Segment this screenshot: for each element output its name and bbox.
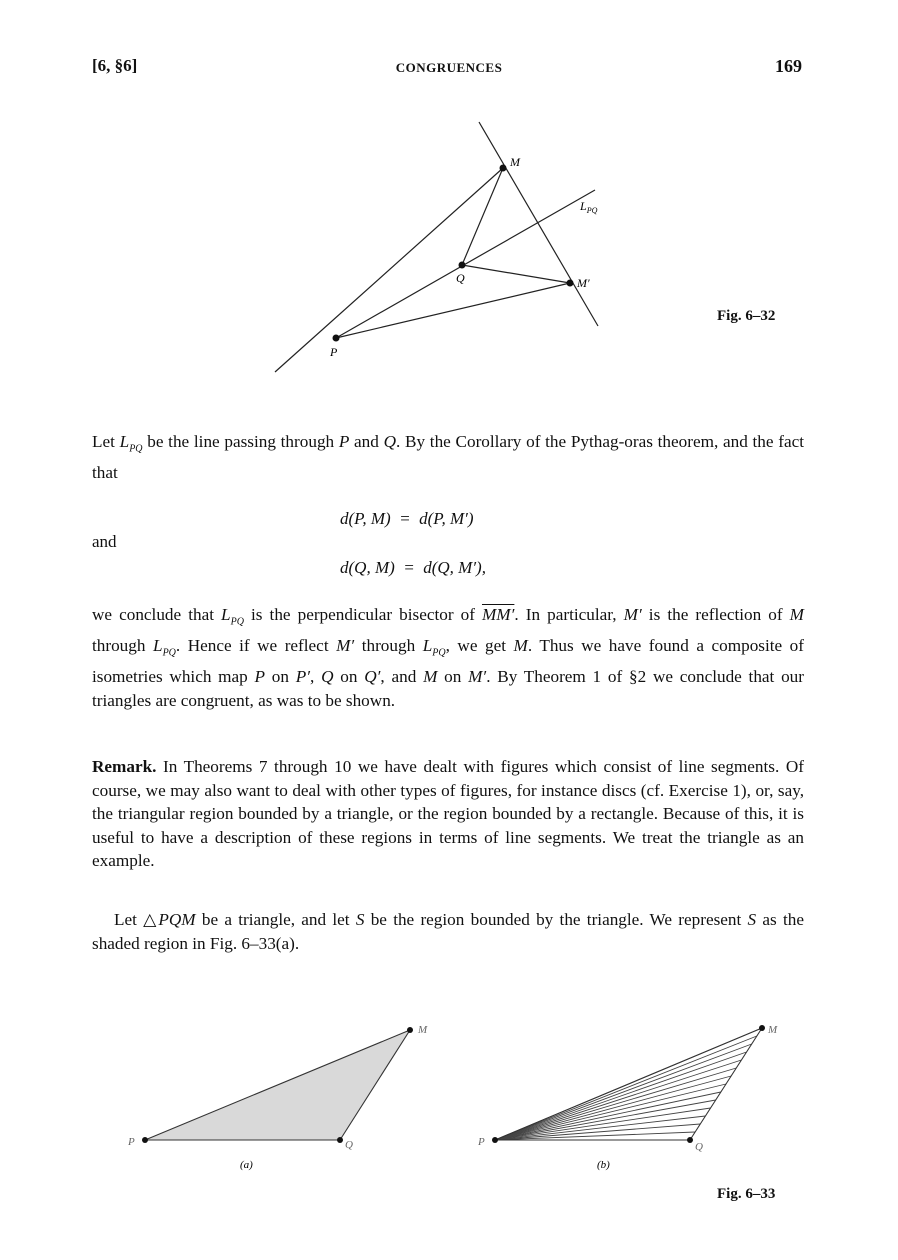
page-number: 169 <box>775 56 802 76</box>
label-q: Q <box>456 271 465 285</box>
figure-caption-6-33: Fig. 6–33 <box>717 1186 776 1202</box>
point-m-a <box>407 1027 413 1033</box>
line-pm <box>275 168 503 372</box>
remark-label: Remark. <box>92 757 157 776</box>
label-mprime: M′ <box>577 276 590 290</box>
label-p: P <box>330 345 338 359</box>
label-m-a: M <box>418 1024 428 1036</box>
line-lpq <box>336 190 595 338</box>
fan-segment <box>495 1100 716 1140</box>
figure-6-33-b <box>470 1015 800 1175</box>
subcaption-b: (b) <box>597 1159 610 1171</box>
figure-6-33-a <box>120 1015 440 1175</box>
point-q-a <box>337 1137 343 1143</box>
label-lpq-main: L <box>580 199 587 213</box>
fan-segment <box>495 1036 757 1140</box>
fan-segment <box>495 1092 721 1140</box>
point-p-b <box>492 1137 498 1143</box>
label-p-a: P <box>128 1136 135 1148</box>
figure-caption-6-32: Fig. 6–32 <box>717 308 776 324</box>
fan-segment <box>495 1060 741 1140</box>
label-q-a: Q <box>345 1139 353 1151</box>
figure-6-32 <box>270 115 620 385</box>
equation-1: d(P, M) = d(P, M′) <box>340 509 474 528</box>
label-lpq-sub: PQ <box>586 206 598 215</box>
segment-q-mprime <box>462 265 570 283</box>
paragraph-remark: Remark. In Theorems 7 through 10 we have dealt with figures which consist of line segments. Of course, we may also want to deal with other types of figures, for instance discs (cf. Exercise 1), or, say, the triangular region bounded by a triangle, or the region bounded by a rectangle. Because of this, it is useful to have a description of these regions in terms of line segments. We treat the triangle as an example. <box>92 757 804 871</box>
section-reference: [6, §6] <box>92 56 138 75</box>
line-mmprime <box>479 122 598 326</box>
equation-2: d(Q, M) = d(Q, M′), <box>340 558 486 577</box>
point-p-a <box>142 1137 148 1143</box>
segment-p-mprime <box>336 283 570 338</box>
paragraph-conclusion: we conclude that $L_{PQ}$ is the perpendicular bisector of MM′. In particular, M′ is the reflection of M through $L_{PQ}$. Hence if we reflect M′ through $L_{PQ}$, we get M. Thus we have found a composite of isometries which map P on P′, Q on Q′, and M on M′. By Theorem 1 of §2 we conclude that our triangles are congruent, as was to be shown. <box>92 605 804 710</box>
label-lpq <box>579 199 598 215</box>
point-q-b <box>687 1137 693 1143</box>
point-m-b <box>759 1025 765 1031</box>
label-m: M <box>510 155 520 169</box>
running-title: CONGRUENCES <box>395 60 503 75</box>
point-mprime <box>567 280 574 287</box>
paragraph-intro: Let $L_{PQ}$ be the line passing through P and Q. By the Corollary of the Pythag-oras theorem, and the fact that <box>92 432 804 483</box>
label-p-b: P <box>478 1136 485 1148</box>
fan-segment <box>495 1084 726 1140</box>
fan-segment <box>495 1068 736 1140</box>
label-m-b: M <box>768 1024 778 1036</box>
subcaption-a: (a) <box>240 1159 253 1171</box>
point-p <box>333 335 340 342</box>
paragraph-triangle-region: Let △PQM be a triangle, and let S be the region bounded by the triangle. We represent S as the shaded region in Fig. 6–33(a). <box>92 910 804 953</box>
connector-and: and <box>92 532 117 551</box>
label-q-b: Q <box>695 1141 703 1153</box>
fan-segment <box>495 1052 747 1140</box>
fan-segment <box>495 1108 711 1140</box>
point-m <box>500 165 507 172</box>
segment-q-m <box>462 168 503 265</box>
point-q <box>459 262 466 269</box>
